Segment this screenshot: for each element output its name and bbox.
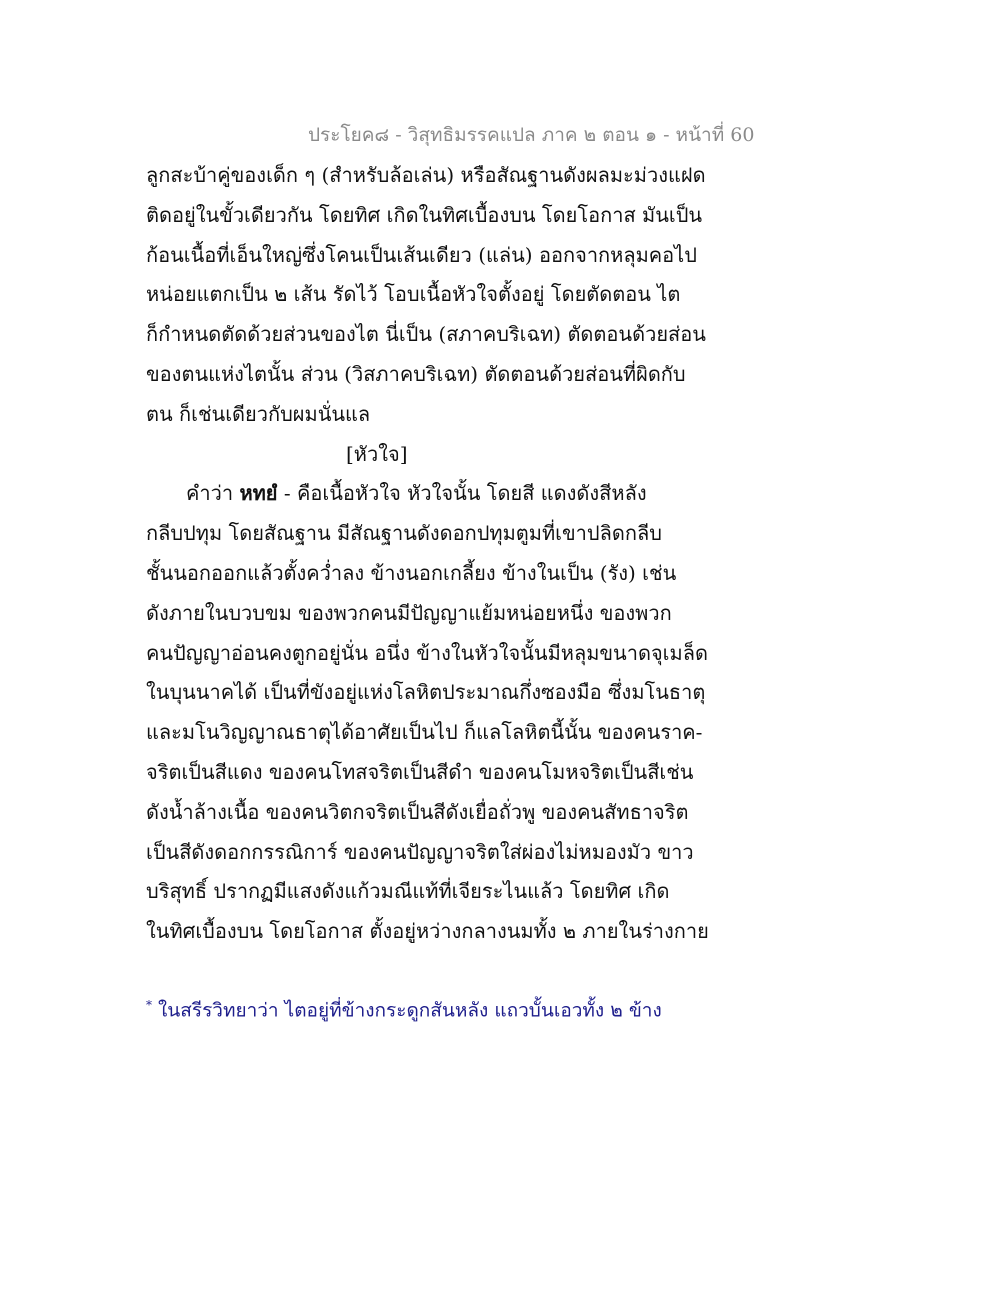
text-line: ก็กำหนดตัดด้วยส่วนของไต นี่เป็น (สภาคบริเฉท) ตัดตอนด้วยส่อน (146, 322, 706, 347)
running-header: ประโยค๘ - วิสุทธิมรรคแปล ภาค ๒ ตอน ๑ - หน้าที่ 60 (308, 124, 755, 146)
footnote-text: ในสรีรวิทยาว่า ไตอยู่ที่ข้างกระดูกสันหลัง แถวบั้นเอวทั้ง ๒ ข้าง (158, 999, 662, 1022)
text-line: ติดอยู่ในขั้วเดียวกัน โดยทิศ เกิดในทิศเบื้องบน โดยโอกาส มันเป็น (146, 202, 703, 227)
text-line: คนปัญญาอ่อนคงตูกอยู่นั่น อนึ่ง ข้างในหัวใจนั้นมีหลุมขนาดจุเมล็ด (146, 640, 708, 665)
text-line: ในบุนนาคได้ เป็นที่ขังอยู่แห่งโลหิตประมาณกึ่งซองมือ ซึ่งมโนธาตุ (146, 680, 706, 705)
main-text (146, 156, 709, 952)
paragraph-first-line (146, 474, 706, 514)
text-line: ดังน้ำล้างเนื้อ ของคนวิตกจริตเป็นสีดังเยื่อถั่วพู ของคนสัทธาจริต (146, 799, 689, 824)
text-line: หน่อยแตกเป็น ๒ เส้น รัดไว้ โอบเนื้อหัวใจตั้งอยู่ โดยตัดตอน ไต (146, 282, 681, 307)
text-line: ลูกสะบ้าคู่ของเด็ก ๆ (สำหรับล้อเล่น) หรือสัณฐานดังผลมะม่วงแฝด (146, 163, 706, 187)
text-line: ก้อนเนื้อที่เอ็นใหญ่ซึ่งโคนเป็นเส้นเดียว (แล่น) ออกจากหลุมคอไป (146, 242, 697, 267)
text-line: กลีบปทุม โดยสัณฐาน มีสัณฐานดังดอกปทุมตูมที่เขาปลิดกลีบ (146, 521, 662, 546)
text-line: ดังภายในบวบขม ของพวกคนมีปัญญาแย้มหน่อยหนึ่ง ของพวก (146, 600, 672, 625)
text-line: ตน ก็เช่นเดียวกับผมนั่นแล (146, 401, 371, 426)
text-line: ชั้นนอกออกแล้วตั้งคว่ำลง ข้างนอกเกลี้ยง ข้างในเป็น (รัง) เช่น (146, 560, 677, 585)
text-line: บริสุทธิ์ ปรากฏมีแสงดังแก้วมณีแท้ที่เจียระไนแล้ว โดยทิศ เกิด (146, 879, 670, 904)
text-line: เป็นสีดังดอกกรรณิการ์ ของคนปัญญาจริตใส่ผ่องไม่หมองมัว ขาว (146, 839, 694, 864)
footnote-marker: * (146, 998, 152, 1012)
footnote (146, 990, 706, 1025)
text-line: จริตเป็นสีแดง ของคนโทสจริตเป็นสีดำ ของคนโมหจริตเป็นสีเช่น (146, 759, 694, 784)
text-line: ของตนแห่งไตนั้น ส่วน (วิสภาคบริเฉท) ตัดตอนด้วยส่อนที่ผิดกับ (146, 361, 686, 386)
text-fragment: คำว่า (186, 481, 240, 506)
pali-term: หทยํ (239, 481, 278, 506)
text-line: และมโนวิญญาณธาตุได้อาศัยเป็นไป ก็แลโลหิตนี้นั้น ของคนราค- (146, 720, 703, 745)
section-heading: [หัวใจ] (346, 441, 408, 466)
text-fragment: - คือเนื้อหัวใจ หัวใจนั้น โดยสี แดงดังสีหลัง (277, 481, 647, 506)
text-line: ในทิศเบื้องบน โดยโอกาส ตั้งอยู่หว่างกลางนมทั้ง ๒ ภายในร่างกาย (146, 919, 709, 944)
